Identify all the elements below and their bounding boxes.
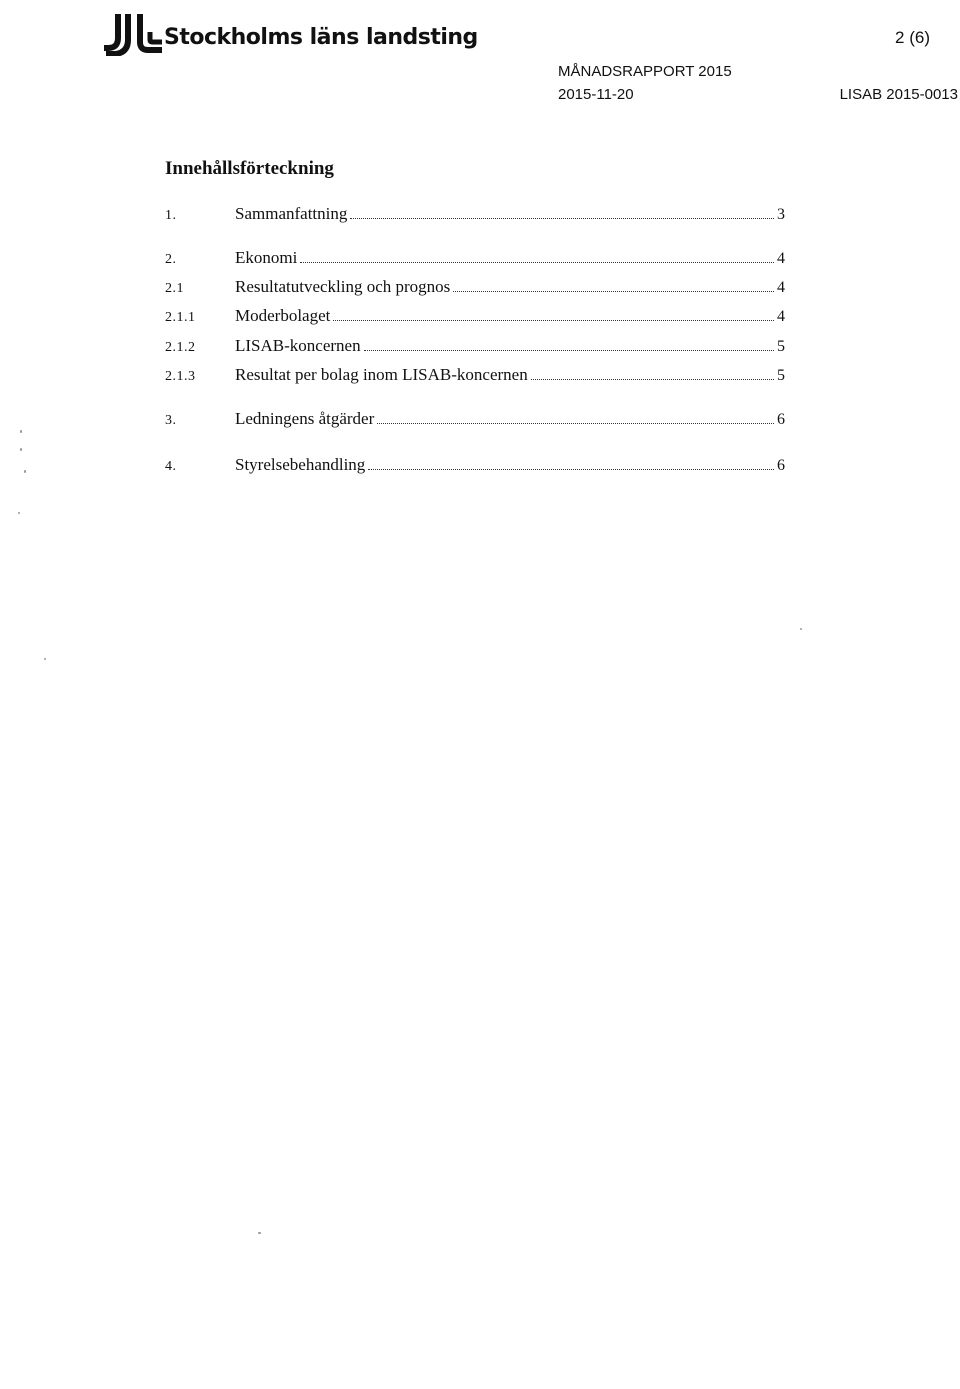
toc-entry-title: Resultat per bolag inom LISAB-koncernen bbox=[235, 365, 528, 384]
toc-entry-title: Moderbolaget bbox=[235, 306, 331, 325]
toc-entry[interactable] bbox=[165, 365, 785, 389]
toc-dot-leader bbox=[453, 291, 774, 292]
toc-entry-page: 5 bbox=[777, 367, 785, 384]
toc-entry[interactable] bbox=[165, 248, 785, 272]
scan-artifact bbox=[258, 1232, 261, 1234]
toc-entry-page: 4 bbox=[777, 279, 785, 296]
toc-entry-page: 6 bbox=[777, 411, 785, 428]
toc-dot-leader bbox=[350, 218, 774, 219]
toc-entry-number: 2.1.1 bbox=[165, 310, 196, 325]
toc-entry-number: 2. bbox=[165, 252, 177, 267]
toc-entry-title: Sammanfattning bbox=[235, 204, 348, 223]
toc-entry-number: 1. bbox=[165, 208, 177, 223]
toc-dot-leader bbox=[531, 379, 774, 380]
toc-entry[interactable] bbox=[165, 277, 785, 301]
scan-artifact bbox=[20, 430, 22, 433]
toc-entry[interactable] bbox=[165, 306, 785, 330]
scan-artifact bbox=[18, 512, 20, 514]
org-name: Stockholms läns landsting bbox=[164, 24, 478, 50]
toc-entry[interactable] bbox=[165, 336, 785, 360]
toc-dot-leader bbox=[364, 350, 774, 351]
toc-entry-title: Styrelsebehandling bbox=[235, 455, 366, 474]
toc-entry-number: 2.1.2 bbox=[165, 340, 196, 355]
toc-entry-title: Ledningens åtgärder bbox=[235, 409, 375, 428]
toc-entry-page: 3 bbox=[777, 206, 785, 223]
toc-entry[interactable] bbox=[165, 455, 785, 479]
toc-entry-title: LISAB-koncernen bbox=[235, 336, 361, 355]
toc-entry-number: 4. bbox=[165, 459, 177, 474]
scan-artifact bbox=[44, 658, 46, 660]
toc-entry[interactable] bbox=[165, 409, 785, 433]
toc-entry-page: 6 bbox=[777, 457, 785, 474]
sll-logo-icon bbox=[104, 12, 162, 56]
toc-entry-page: 4 bbox=[777, 250, 785, 267]
toc-entry-number: 2.1.3 bbox=[165, 369, 196, 384]
document-id: LISAB 2015-0013 bbox=[839, 86, 958, 103]
report-date: 2015-11-20 bbox=[558, 86, 634, 103]
toc-entry-number: 2.1 bbox=[165, 281, 184, 296]
toc-dot-leader bbox=[300, 262, 774, 263]
toc-entry-number: 3. bbox=[165, 413, 177, 428]
scan-artifact bbox=[800, 628, 802, 630]
scan-artifact bbox=[24, 470, 26, 473]
toc-entry-page: 4 bbox=[777, 308, 785, 325]
toc-entry-title: Ekonomi bbox=[235, 248, 298, 267]
toc-entry-page: 5 bbox=[777, 338, 785, 355]
report-title: MÅNADSRAPPORT 2015 bbox=[558, 63, 732, 80]
scan-artifact bbox=[20, 448, 22, 451]
toc-dot-leader bbox=[333, 320, 774, 321]
header-logo bbox=[104, 10, 478, 58]
toc-heading: Innehållsförteckning bbox=[165, 158, 334, 179]
toc-dot-leader bbox=[377, 423, 774, 424]
toc-entry-title: Resultatutveckling och prognos bbox=[235, 277, 451, 296]
toc-dot-leader bbox=[368, 469, 774, 470]
page-number: 2 (6) bbox=[895, 28, 930, 47]
toc-entry[interactable] bbox=[165, 204, 785, 228]
